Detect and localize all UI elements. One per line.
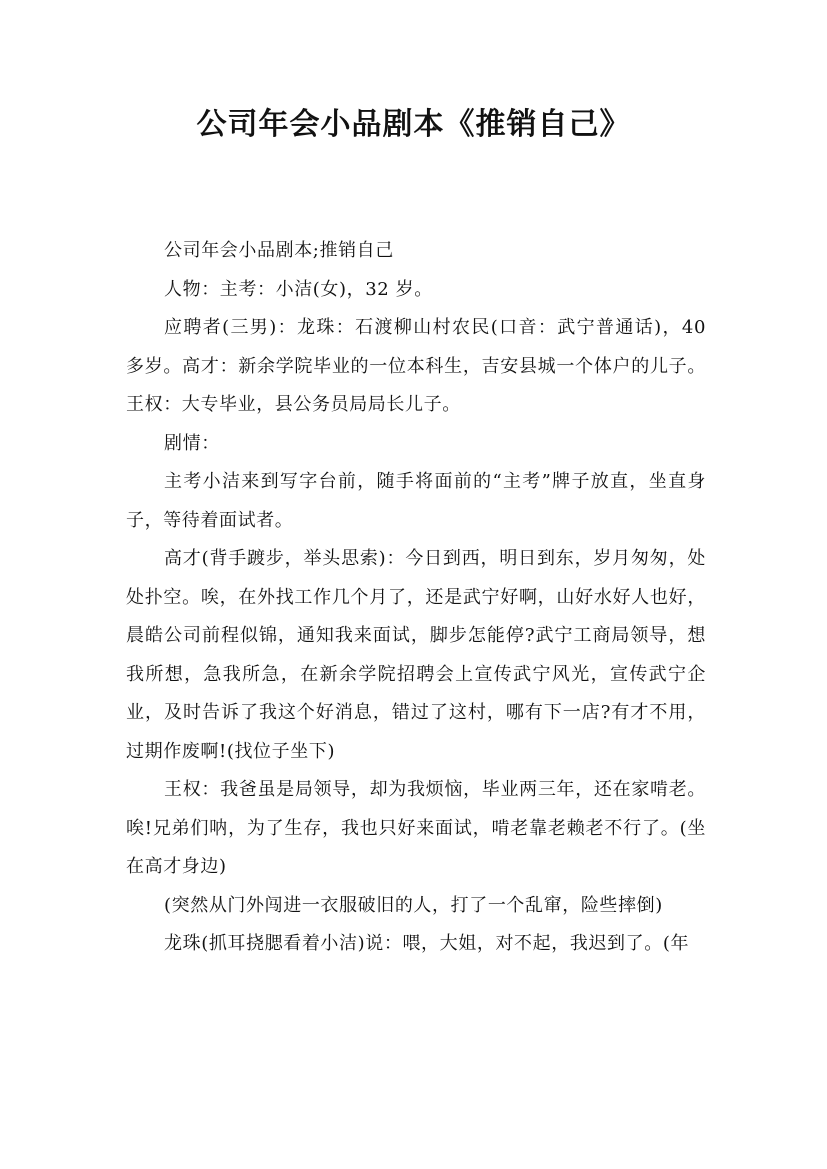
- paragraph-longzhu-line: 龙珠(抓耳挠腮看着小洁)说：喂，大姐，对不起，我迟到了。(年: [164, 933, 690, 954]
- document-body: [126, 232, 706, 964]
- paragraph-plot-heading: 剧情：: [164, 432, 220, 454]
- paragraph-characters: 人物：主考：小洁(女)，32 岁。: [164, 278, 433, 300]
- paragraph-wangquan-monologue: 王权：我爸虽是局领导，却为我烦恼，毕业两三年，还在家啃老。唉!兄弟们呐，为了生存，我也只好来面试，啃老靠老赖老不行了。(坐在高才身边): [126, 779, 706, 877]
- document-title: 公司年会小品剧本《推销自己》: [196, 107, 631, 142]
- paragraph-stage-direction: (突然从门外闯进一衣服破旧的人，打了一个乱窜，险些摔倒): [164, 894, 663, 916]
- paragraph-subtitle: 公司年会小品剧本;推销自己: [164, 240, 394, 261]
- paragraph-scene-setup: 主考小洁来到写字台前，随手将面前的“主考”牌子放直，坐直身子，等待着面试者。: [126, 471, 706, 531]
- paragraph-gaocai-monologue: 高才(背手踱步，举头思索)：今日到西，明日到东，岁月匆匆，处处扑空。唉，在外找工作几个月了，还是武宁好啊，山好水好人也好，晨皓公司前程似锦，通知我来面试，脚步怎能停?武宁工商局领导，想我所想，急我所急，在新余学院招聘会上宣传武宁风光，宣传武宁企业，及时告诉了我这个好消息，错过了这村，哪有下一店?有才不用，过期作废啊!(找位子坐下): [126, 548, 706, 762]
- paragraph-applicants: 应聘者(三男)：龙珠：石渡柳山村农民(口音：武宁普通话)，40 多岁。高才：新余学院毕业的一位本科生，吉安县城一个体户的儿子。王权：大专毕业，县公务员局局长儿子。: [126, 317, 706, 415]
